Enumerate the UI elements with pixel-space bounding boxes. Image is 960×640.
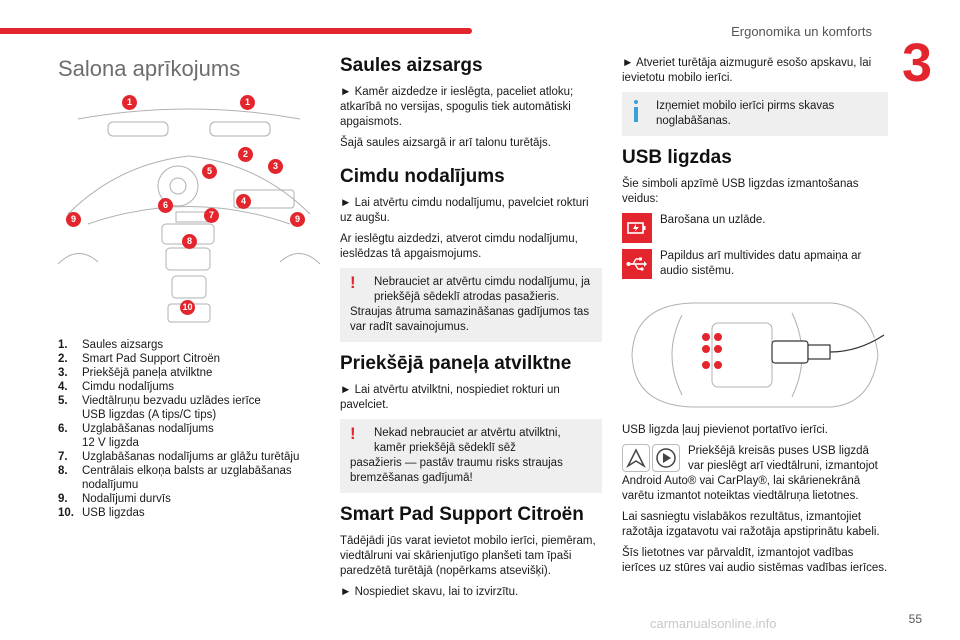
heading-dashboard-drawer: Priekšējā paneļa atvilktne: [340, 352, 572, 374]
callout-9-right: 9: [290, 212, 305, 227]
sun-visor-text-2: Šajā saules aizsargā ir arī talonu turētājs.: [340, 136, 551, 149]
car-top-view-icon: [622, 295, 888, 415]
smart-pad-info-text: Izņemiet mobilo ierīci pirms skavas noglabāšanas.: [656, 100, 835, 127]
callout-3: 3: [268, 159, 283, 174]
heading-glovebox: Cimdu nodalījums: [340, 165, 505, 187]
heading-smart-pad-support: Smart Pad Support Citroën: [340, 503, 584, 525]
callout-5: 5: [202, 164, 217, 179]
usb-text-3: Priekšējā kreisās puses USB ligzdā var pieslēgt arī viedtālruni, izmantojot Android Auto® vai CarPlay®, lai skārienekrānā varētu izmantot noteiktas viedtālruņa lietotnes.: [622, 444, 878, 502]
usb-charge-text: Barošana un uzlāde.: [660, 213, 766, 226]
glovebox-warning-note: [340, 268, 602, 342]
callout-6: 6: [158, 198, 173, 213]
column-interior-equipment: [58, 56, 320, 520]
usb-text-5: Šīs lietotnes var pārvaldīt, izmantojot vadības ierīces uz stūres vai audio sistēmas vadības ierīces.: [622, 546, 888, 574]
warning-exclamation-icon: !: [350, 423, 356, 443]
drawer-warning-text-2: pasažieris — pastāv traumu risks straujas bremzēšanas gadījumā!: [350, 456, 563, 484]
list-item: 7. Uzglabāšanas nodalījums ar glāžu turētāju: [58, 451, 300, 463]
header-red-bar: [0, 28, 472, 34]
smart-pad-text-2: ► Nospiediet skavu, lai to izvirzītu.: [340, 585, 519, 598]
usb-media-row: [622, 249, 888, 279]
drawer-text-1: ► Lai atvērtu atvilktni, nospiediet rokturi un pavelciet.: [340, 383, 560, 411]
running-head: Ergonomika un komforts: [731, 24, 872, 39]
heading-usb-sockets: USB ligzdas: [622, 147, 732, 168]
auto-icons: [622, 444, 682, 472]
smart-pad-info-note: [622, 92, 888, 136]
callout-1-left: 1: [122, 95, 137, 110]
drawer-warning-text-1: Nekad nebrauciet ar atvērtu atvilktni, kamēr priekšējā sēdeklī sēž: [374, 426, 561, 454]
callout-10: 10: [180, 300, 195, 315]
usb-text-1: Šie simboli apzīmē USB ligzdas izmantošanas veidus:: [622, 177, 859, 205]
android-auto-icon: [622, 444, 650, 472]
glovebox-warning-text-1: Nebrauciet ar atvērtu cimdu nodalījumu, ja priekšējā sēdeklī atrodas pasažieris.: [374, 275, 591, 303]
callout-9-left: 9: [66, 212, 81, 227]
list-item: 10. USB ligzdas: [58, 507, 145, 519]
drawer-warning-note: [340, 419, 602, 493]
cabin-drawing-icon: [58, 94, 320, 326]
list-item: 5. Viedtālruņu bezvadu uzlādes ierīce USB ligzdas (A tips/C tips): [58, 395, 261, 421]
usb-charge-row: [622, 213, 888, 243]
column-sun-visor-glovebox: [340, 56, 602, 606]
usb-text-2: USB ligzda ļauj pievienot portatīvo ierīci.: [622, 423, 828, 436]
smart-pad-text-1: Tādējādi jūs varat ievietot mobilo ierīci, piemēram, viedtālruni vai skārienjutīgo planšeti tam īpaši paredzētā turētājā (nopērkams atsevišķi).: [340, 534, 596, 577]
usb-data-icon: [622, 249, 652, 279]
list-item: 8. Centrālais elkoņa balsts ar uzglabāšanas nodalījumu: [58, 465, 292, 491]
glovebox-text-1: ► Lai atvērtu cimdu nodalījumu, pavelciet rokturi uz augšu.: [340, 196, 589, 224]
sun-visor-text-1: ► Kamēr aizdedze ir ieslēgta, paceliet atloku; atkarībā no versijas, spogulis tiek automātiski apgaismots.: [340, 85, 574, 128]
callout-2: 2: [238, 147, 253, 162]
callout-4: 4: [236, 194, 251, 209]
chapter-number: 3: [902, 33, 933, 93]
equipment-legend: [58, 338, 320, 520]
smart-pad-text-3: ► Atveriet turētāja aizmugurē esošo apskavu, lai ievietotu mobilo ierīci.: [622, 57, 872, 84]
page-number: 55: [908, 612, 922, 626]
callout-7: 7: [204, 208, 219, 223]
callout-8: 8: [182, 234, 197, 249]
carplay-icon: [652, 444, 680, 472]
info-icon: [634, 100, 638, 122]
list-item: 2. Smart Pad Support Citroën: [58, 353, 221, 365]
column-usb: [622, 56, 888, 582]
list-item: 9. Nodalījumi durvīs: [58, 493, 171, 505]
page-title: Salona aprīkojums: [58, 56, 241, 81]
watermark: carmanualsonline.info: [650, 616, 777, 631]
car-usb-illustration: [622, 295, 888, 415]
glovebox-warning-text-2: Straujas ātruma samazināšanas gadījumos tas var radīt savainojumus.: [350, 305, 590, 333]
interior-illustration: [58, 94, 320, 326]
list-item: 4. Cimdu nodalījums: [58, 381, 175, 393]
list-item: 3. Priekšējā paneļa atvilktne: [58, 367, 213, 379]
callout-1-right: 1: [240, 95, 255, 110]
usb-text-4: Lai sasniegtu vislabākos rezultātus, izmantojiet ražotāja izgatavotu vai ražotāja apstiprinātu kabeli.: [622, 510, 880, 538]
usb-media-text: Papildus arī multivides datu apmaiņa ar audio sistēmu.: [660, 249, 862, 277]
list-item: 6. Uzglabāšanas nodalījums 12 V ligzda: [58, 423, 214, 449]
glovebox-text-2: Ar ieslēgtu aizdedzi, atverot cimdu nodalījumu, ieslēdzas tā apgaismojums.: [340, 232, 578, 260]
usb-charging-icon: [622, 213, 652, 243]
list-item: 1. Saules aizsargs: [58, 339, 164, 351]
warning-exclamation-icon: !: [350, 272, 356, 292]
heading-sun-visor: Saules aizsargs: [340, 55, 483, 76]
